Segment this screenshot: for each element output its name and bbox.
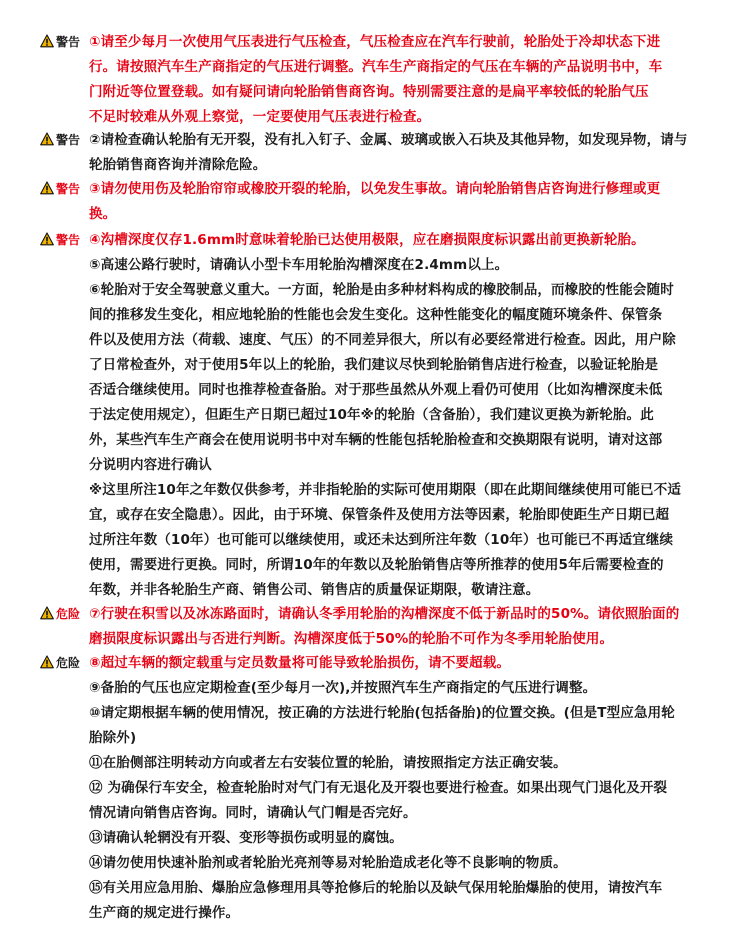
notice-tag-label: 危险 bbox=[56, 606, 81, 621]
notice-line: ⑪在胎侧部注明转动方向或者左右安装位置的轮胎，请按照指定方法正确安装。 bbox=[89, 755, 567, 771]
notice-tag bbox=[40, 602, 92, 624]
notice-line: ⑦行驶在积雪以及冰冻路面时，请确认冬季用轮胎的沟槽深度不低于新品时的50%。请依照胎面的 bbox=[89, 606, 680, 622]
notice-line: 门附近等位置登载。如有疑问请向轮胎销售商咨询。特别需要注意的是扁平率较低的轮胎气压 bbox=[89, 84, 649, 100]
notice-tag bbox=[40, 651, 92, 673]
notice-tag-label: 警告 bbox=[56, 34, 81, 49]
notice-paragraph bbox=[89, 278, 705, 478]
notice-line: 件以及使用方法（荷载、速度、气压）的不同差异很大，所以有必要经常进行检查。因此，用户除 bbox=[89, 332, 676, 348]
footnote-paragraph bbox=[89, 478, 705, 603]
notice-line: 生产商的规定进行操作。 bbox=[89, 905, 240, 921]
notice-paragraph bbox=[89, 228, 705, 253]
notice-line: 磨损限度标识露出与否进行判断。沟槽深度低于50%的轮胎不可作为冬季用轮胎使用。 bbox=[89, 631, 614, 647]
notice-tag bbox=[40, 177, 92, 199]
warning-triangle-icon bbox=[40, 181, 54, 195]
notice-line: ⑫ 为确保行车安全，检查轮胎时对气门有无退化及开裂也要进行检查。如果出现气门退化及开裂 bbox=[89, 780, 668, 796]
notice-line: 换。 bbox=[89, 206, 117, 222]
notice-paragraph bbox=[89, 826, 705, 851]
notice-line: ①请至少每月一次使用气压表进行气压检查，气压检查应在汽车行驶前，轮胎处于冷却状态下进 bbox=[89, 34, 661, 50]
notice-paragraph bbox=[89, 676, 705, 701]
notice-paragraph bbox=[89, 851, 705, 876]
notice-line: ※这里所注10年之年数仅供参考，并非指轮胎的实际可使用期限（即在此期间继续使用可能已不适 bbox=[89, 482, 682, 498]
warning-triangle-icon bbox=[40, 34, 54, 48]
warning-triangle-icon bbox=[40, 232, 54, 246]
notice-paragraph bbox=[89, 30, 705, 130]
notice-paragraph bbox=[89, 876, 705, 926]
notice-paragraph bbox=[89, 701, 705, 751]
notice-paragraph bbox=[89, 776, 705, 826]
notice-line: ②请检查确认轮胎有无开裂，没有扎入钉子、金属、玻璃或嵌入石块及其他异物，如发现异物，请与 bbox=[89, 132, 688, 148]
notice-line: 胎除外) bbox=[89, 730, 137, 746]
notice-paragraph bbox=[89, 651, 705, 676]
notice-paragraph bbox=[89, 602, 705, 652]
notice-line: 年数，并非各轮胎生产商、销售公司、销售店的质量保证期限，敬请注意。 bbox=[89, 582, 540, 598]
notice-tag bbox=[40, 128, 92, 150]
notice-line: ⑭请勿使用快速补胎剂或者轮胎光亮剂等易对轮胎造成老化等不良影响的物质。 bbox=[89, 855, 567, 871]
notice-line: 轮胎销售商咨询并清除危险。 bbox=[89, 157, 267, 173]
notice-line: ⑬请确认轮辋没有开裂、变形等损伤或明显的腐蚀。 bbox=[89, 830, 403, 846]
notice-line: ⑧超过车辆的额定载重与定员数量将可能导致轮胎损伤，请不要超载。 bbox=[89, 655, 511, 671]
notice-paragraph bbox=[89, 253, 705, 278]
notice-tag-label: 警告 bbox=[56, 132, 81, 147]
notice-line: 行。请按照汽车生产商指定的气压进行调整。汽车生产商指定的气压在车辆的产品说明书中，车 bbox=[89, 59, 663, 75]
warning-triangle-icon bbox=[40, 132, 54, 146]
notice-line: 宜，或存在安全隐患）。因此，由于环境、保管条件及使用方法等因素，轮胎即使距生产日期已超 bbox=[89, 507, 670, 523]
notice-tag bbox=[40, 228, 92, 250]
warning-triangle-icon bbox=[40, 655, 54, 669]
notice-line: ⑤高速公路行驶时，请确认小型卡车用轮胎沟槽深度在2.4mm以上。 bbox=[89, 257, 509, 273]
notice-tag-label: 危险 bbox=[56, 655, 81, 670]
notice-line: 使用，需要进行更换。同时，所谓10年的年数以及轮胎销售店等所推荐的使用5年后需要检查的 bbox=[89, 557, 664, 573]
notice-tag-label: 警告 bbox=[56, 232, 81, 247]
notice-tag bbox=[40, 30, 92, 52]
notice-line: 情况请向销售店咨询。同时，请确认气门帽是否完好。 bbox=[89, 805, 417, 821]
notice-line: ⑥轮胎对于安全驾驶意义重大。一方面，轮胎是由多种材料构成的橡胶制品，而橡胶的性能会随时 bbox=[89, 282, 674, 298]
notice-line: 间的推移发生变化，相应地轮胎的性能也会发生变化。这种性能变化的幅度随环境条件、保管条 bbox=[89, 307, 663, 323]
notice-line: 否适合继续使用。同时也推荐检查备胎。对于那些虽然从外观上看仍可使用（比如沟槽深度未低 bbox=[89, 382, 663, 398]
notice-line: ③请勿使用伤及轮胎帘帘或橡胶开裂的轮胎，以免发生事故。请向轮胎销售店咨询进行修理或更 bbox=[89, 181, 661, 197]
notice-paragraph bbox=[89, 751, 705, 776]
notice-tag-label: 警告 bbox=[56, 181, 81, 196]
notice-line: 过所注年数（10年）也可能可以继续使用，或还未达到所注年数（10年）也可能已不再适宜继续 bbox=[89, 532, 674, 548]
notice-line: 分说明内容进行确认 bbox=[89, 457, 212, 473]
notice-line: ⑮有关用应急用胎、爆胎应急修理用具等抢修后的轮胎以及缺气保用轮胎爆胎的使用，请按汽车 bbox=[89, 880, 663, 896]
notice-line: 不足时较难从外观上察觉，一定要使用气压表进行检查。 bbox=[89, 109, 431, 125]
notice-paragraph bbox=[89, 128, 705, 178]
notice-line: 于法定使用规定），但距生产日期已超过10年※的轮胎（含备胎），我们建议更换为新轮胎。此 bbox=[89, 407, 654, 423]
notice-line: ⑩请定期根据车辆的使用情况，按正确的方法进行轮胎(包括备胎)的位置交换。(但是T型应急用轮 bbox=[89, 705, 675, 721]
notice-line: 了日常检查外，对于使用5年以上的轮胎，我们建议尽快到轮胎销售店进行检查，以验证轮胎是 bbox=[89, 357, 659, 373]
notice-paragraph bbox=[89, 177, 705, 227]
notice-line: ④沟槽深度仅存1.6mm时意味着轮胎已达使用极限，应在磨损限度标识露出前更换新轮胎。 bbox=[89, 232, 645, 248]
notice-line: ⑨备胎的气压也应定期检查(至少每月一次),并按照汽车生产商指定的气压进行调整。 bbox=[89, 680, 597, 696]
warning-triangle-icon bbox=[40, 606, 54, 620]
notice-line: 外，某些汽车生产商会在使用说明书中对车辆的性能包括轮胎检查和交换期限有说明，请对这部 bbox=[89, 432, 663, 448]
